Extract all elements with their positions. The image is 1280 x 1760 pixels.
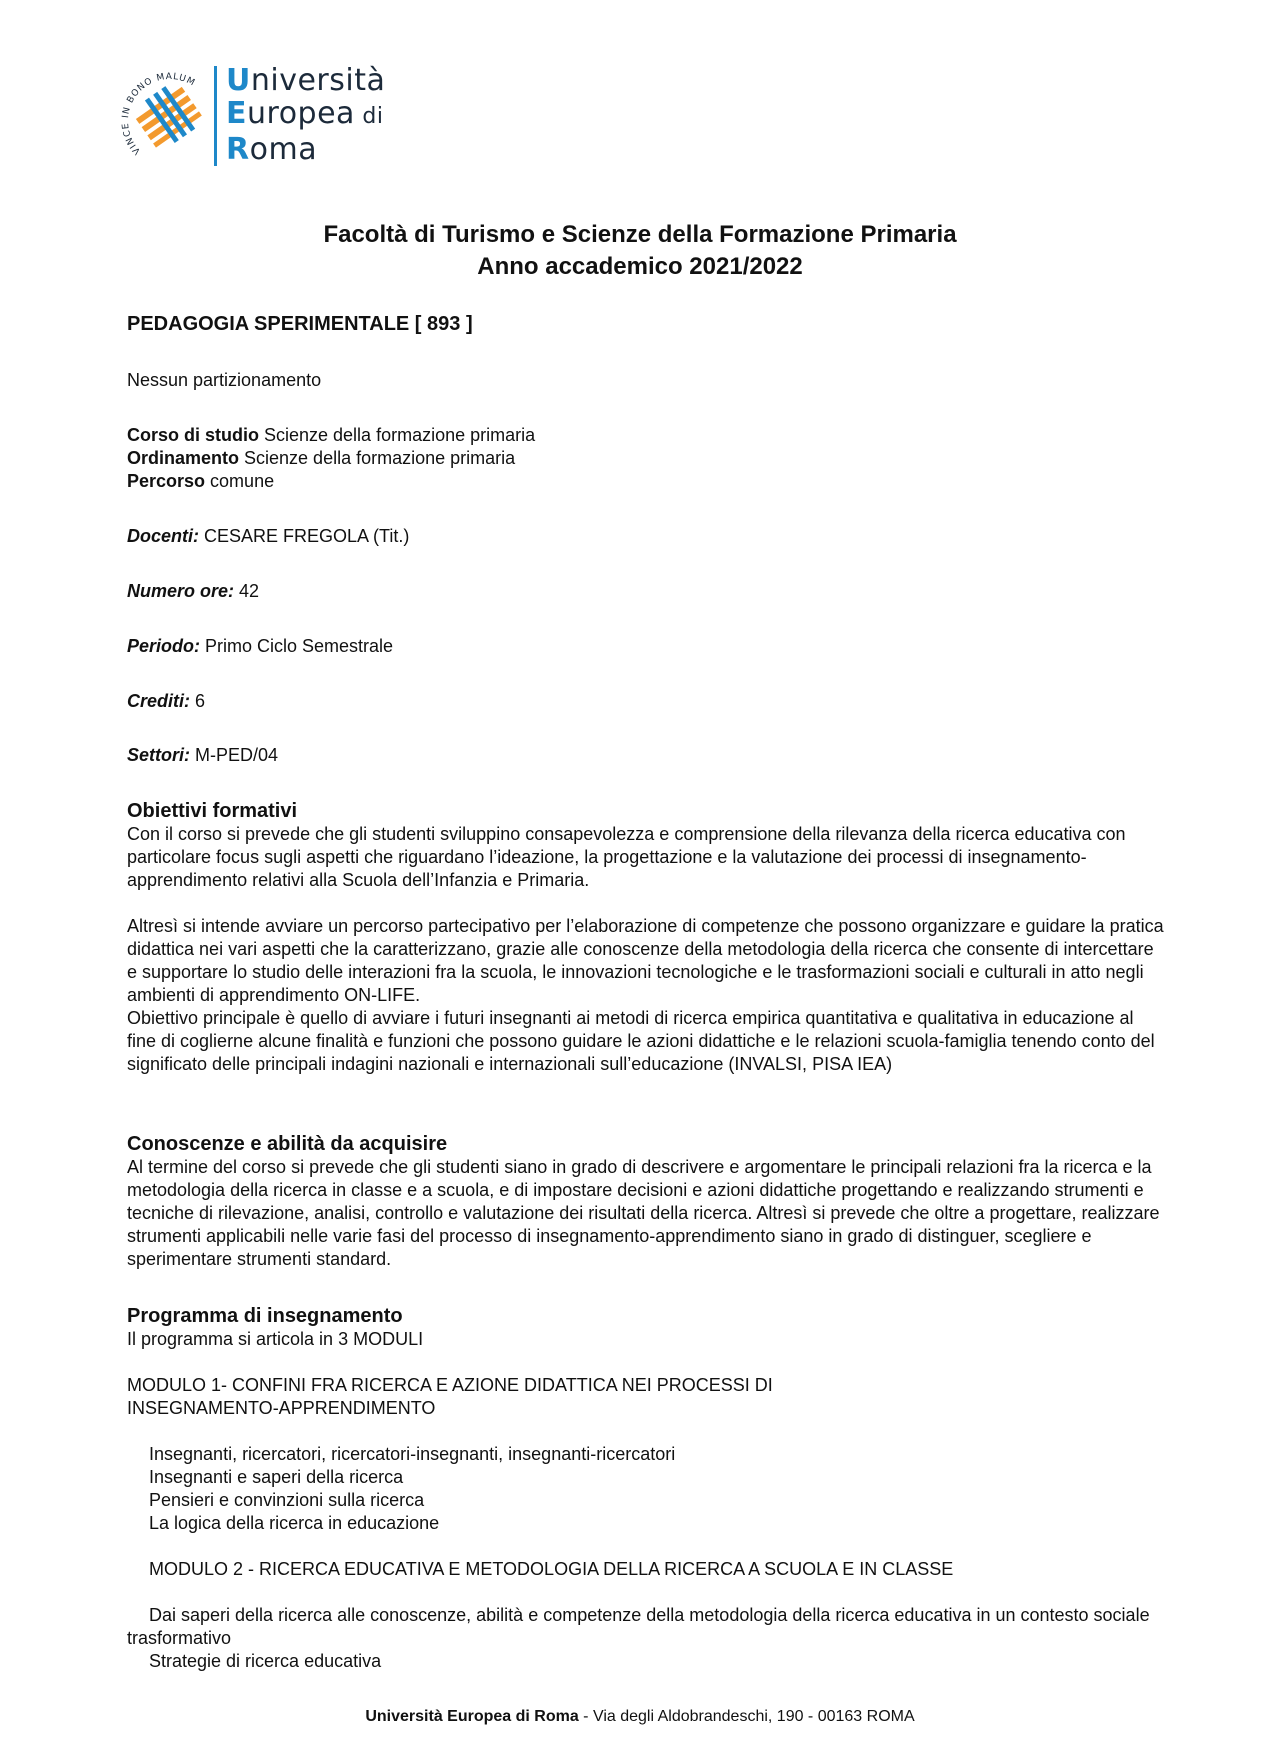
wordmark-line-3 xyxy=(226,133,446,166)
course-info xyxy=(127,424,1167,493)
corso-value: Scienze della formazione primaria xyxy=(259,425,536,445)
wordmark-text-1: niversità xyxy=(250,63,386,98)
wordmark-text-2: uropea xyxy=(247,96,355,131)
footer-address: - Via degli Aldobrandeschi, 190 - 00163 ROMA xyxy=(578,1708,915,1725)
wordmark-line-2 xyxy=(226,97,446,133)
modulo-1-item: Pensieri e convinzioni sulla ricerca xyxy=(149,1490,425,1510)
modulo-1-item: Insegnanti e saperi della ricerca xyxy=(149,1467,404,1487)
faculty-title: Facoltà di Turismo e Scienze della Formazione Primaria xyxy=(323,221,957,248)
modulo-1-title: MODULO 1- CONFINI FRA RICERCA E AZIONE DIDATTICA NEI PROCESSI DI INSEGNAMENTO-APPRENDIMENTO xyxy=(127,1375,773,1418)
logo-divider xyxy=(214,66,217,166)
modulo-2-item: Dai saperi della ricerca alle conoscenze, abilità e competenze della metodologia della ricerca educativa in un contesto sociale trasformativo xyxy=(127,1605,1150,1648)
page-footer xyxy=(0,1707,1280,1727)
settori-row xyxy=(127,744,1167,767)
programma-heading: Programma di insegnamento xyxy=(127,1305,403,1327)
percorso-row xyxy=(127,470,1167,493)
crediti-label: Crediti: xyxy=(127,691,190,711)
obiettivi-heading: Obiettivi formativi xyxy=(127,800,298,822)
obiettivi-section xyxy=(127,800,1167,1076)
crediti-row xyxy=(127,690,1167,713)
ore-label: Numero ore: xyxy=(127,581,235,601)
conoscenze-heading: Conoscenze e abilità da acquisire xyxy=(127,1133,448,1155)
programma-section xyxy=(127,1305,1167,1673)
obiettivi-paragraph-1: Con il corso si prevede che gli studenti sviluppino consapevolezza e comprensione della rilevanza della ricerca educativa con particolare focus sugli aspetti che riguardano l’ideazione, la progettazione e la valutazione dei processi di insegnamento-apprendimento relativi alla Scuola dell’Infanzia e Primaria. xyxy=(127,824,1126,890)
ore-value: 42 xyxy=(234,581,260,601)
periodo-value: Primo Ciclo Semestrale xyxy=(200,636,394,656)
percorso-label: Percorso xyxy=(127,471,206,491)
wordmark-initial-r: R xyxy=(226,132,250,167)
wordmark-text-3: oma xyxy=(249,132,318,167)
academic-year-title: Anno accademico 2021/2022 xyxy=(477,253,803,280)
crediti-value: 6 xyxy=(190,691,206,711)
settori-label: Settori: xyxy=(127,745,190,765)
course-title: PEDAGOGIA SPERIMENTALE [ 893 ] xyxy=(127,313,473,335)
periodo-label: Periodo: xyxy=(127,636,201,656)
corso-label: Corso di studio xyxy=(127,425,259,445)
conoscenze-paragraph: Al termine del corso si prevede che gli studenti siano in grado di descrivere e argomentare le principali relazioni fra la ricerca e la metodologia della ricerca in classe e a scuola, e di impostare decisioni e azioni didattiche progettando e realizzando strumenti e tecniche di rilevazione, analisi, controllo e valutazione dei risultati della ricerca. Altresì si prevede che oltre a progettare, realizzare strumenti applicabili nelle varie fasi del processo di insegnamento-apprendimento siano in grado di distinguer, scegliere e sperimentare strumenti standard. xyxy=(127,1157,1160,1269)
settori-value: M-PED/04 xyxy=(190,745,279,765)
logo-wordmark xyxy=(226,64,446,166)
periodo-row xyxy=(127,635,1167,658)
university-seal-icon xyxy=(118,62,218,166)
modulo-1-item: La logica della ricerca in educazione xyxy=(149,1513,440,1533)
modulo-1-list xyxy=(127,1443,1167,1535)
modulo-1-item: Insegnanti, ricercatori, ricercatori-insegnanti, insegnanti-ricercatori xyxy=(149,1444,676,1464)
wordmark-text-di: di xyxy=(354,104,384,129)
corso-row xyxy=(127,424,1167,447)
docenti-value: CESARE FREGOLA (Tit.) xyxy=(199,526,410,546)
percorso-value: comune xyxy=(205,471,275,491)
programma-intro: Il programma si articola in 3 MODULI xyxy=(127,1329,424,1349)
ordinamento-row xyxy=(127,447,1167,470)
docenti-row xyxy=(127,525,1167,548)
partition-note: Nessun partizionamento xyxy=(127,370,322,390)
wordmark-initial-e: E xyxy=(226,96,247,131)
seal-motto: VINCE IN BONO MALUM xyxy=(120,71,197,156)
footer-university: Università Europea di Roma xyxy=(365,1708,579,1725)
ore-row xyxy=(127,580,1167,603)
ordinamento-label: Ordinamento xyxy=(127,448,240,468)
obiettivi-paragraph-3: Obiettivo principale è quello di avviare i futuri insegnanti ai metodi di ricerca empirica quantitativa e qualitativa in educazione al fine di coglierne alcune finalità e funzioni che possono guidare le azioni didattiche e le relazioni scuola-famiglia tenendo conto del significato delle principali indagini nazionali e internazionali sull’educazione (INVALSI, PISA IEA) xyxy=(127,1008,1155,1074)
ordinamento-value: Scienze della formazione primaria xyxy=(239,448,516,468)
obiettivi-paragraph-2: Altresì si intende avviare un percorso partecipativo per l’elaborazione di competenze che possono organizzare e guidare la pratica didattica nei vari aspetti che la caratterizzano, grazie alle conoscenze della metodologia della ricerca che consente di intercettare e supportare lo studio delle interazioni fra la scuola, le innovazioni tecnologiche e le trasformazioni sociali e culturali in atto negli ambienti di apprendimento ON-LIFE. xyxy=(127,916,1164,1005)
modulo-2-item: Strategie di ricerca educativa xyxy=(149,1651,382,1671)
university-logo xyxy=(118,62,438,174)
conoscenze-section xyxy=(127,1133,1167,1271)
wordmark-line-1 xyxy=(226,64,446,97)
docenti-label: Docenti: xyxy=(127,526,199,546)
modulo-2-title: MODULO 2 - RICERCA EDUCATIVA E METODOLOGIA DELLA RICERCA A SCUOLA E IN CLASSE xyxy=(149,1559,954,1579)
wordmark-initial-u: U xyxy=(226,63,251,98)
